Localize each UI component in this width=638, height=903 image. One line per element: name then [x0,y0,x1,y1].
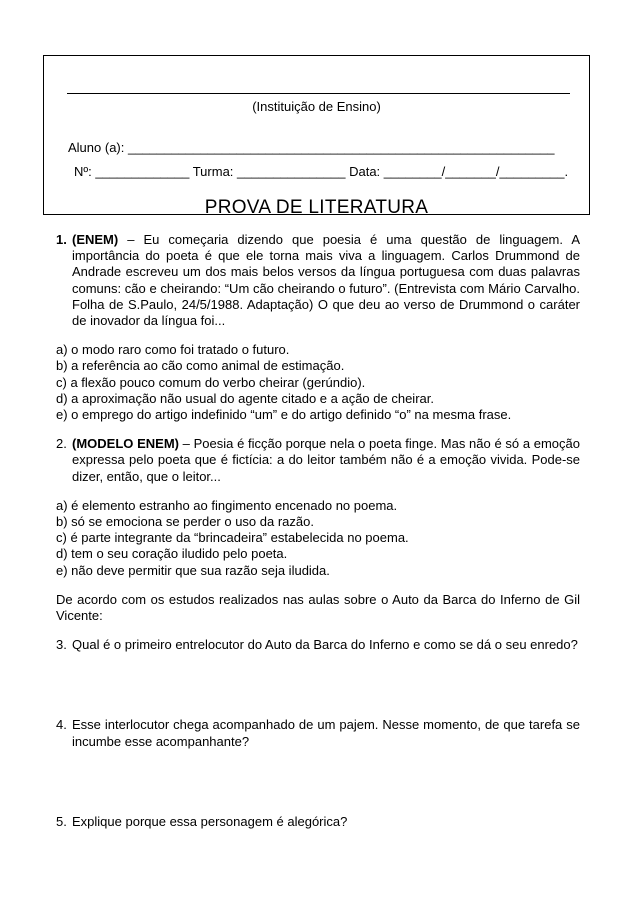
question-text: Explique porque essa personagem é alegórica? [72,813,348,829]
student-name-field: Aluno (a): ___________________________________________________________ [68,140,555,155]
intro-paragraph: De acordo com os estudos realizados nas aulas sobre o Auto da Barca do Inferno de Gil Vicente: [56,591,580,624]
page-title: PROVA DE LITERATURA [204,197,429,218]
question-4 [56,717,580,749]
question-number: 2. [56,436,67,452]
option-b: b) só se emociona se perder o uso da razão. [56,514,314,530]
question-1-options [56,342,580,423]
option-a: a) é elemento estranho ao fingimento encenado no poema. [56,497,398,513]
question-text: Esse interlocutor chega acompanhado de um pajem. Nesse momento, de que tarefa se incumbe esse acompanhante? [72,717,580,749]
institution-blank-line [67,93,570,94]
option-c: c) é parte integrante da “brincadeira” estabelecida no poema. [56,530,409,546]
option-c: c) a flexão pouco comum do verbo cheirar (gerúndio). [56,374,366,390]
option-e: e) não deve permitir que sua razão seja iludida. [56,562,330,578]
option-e: e) o emprego do artigo indefinido “um” e do artigo definido “o” na mesma frase. [56,407,512,423]
question-2 [56,436,580,485]
exam-content [57,232,580,830]
option-d: d) a aproximação não usual do agente citado e a ação de cheirar. [56,390,434,406]
question-body: – Poesia é ficção porque nela o poeta finge. Mas não é só a emoção expressa pelo poeta que é fictícia: a do leitor também não é a emoção vivida. Pode-se dizer, então, que o leitor... [72,436,581,484]
question-source-tag: (MODELO ENEM) [72,436,179,452]
question-2-options [56,498,580,579]
student-info-fields: Nº: _____________ Turma: _______________ Data: ________/_______/_________. [74,164,569,179]
question-5 [56,814,580,830]
question-3 [56,637,580,653]
question-text [72,232,580,329]
option-a: a) o modo raro como foi tratado o futuro. [56,342,290,358]
question-text [72,436,580,485]
question-number: 5. [56,813,67,829]
question-number: 1. [56,232,67,247]
option-b: b) a referência ao cão como animal de estimação. [56,358,345,374]
question-number: 4. [56,717,67,733]
question-number: 3. [56,637,67,653]
question-1 [56,232,580,329]
question-source-tag: (ENEM) [72,232,119,247]
option-d: d) tem o seu coração iludido pelo poeta. [56,546,288,562]
question-body: – Eu começaria dizendo que poesia é uma questão de linguagem. A importância do poeta é que ele torna mais viva a linguagem. Carlos Drummond de Andrade escreveu um dos mais belos versos da língua portuguesa com duas palavras comuns: cão e cheirando: “Um cão cheirando o futuro”. (Entrevista com Mário Carvalho. Folha de S.Paulo, 24/5/1988. Adaptação) O que deu ao verso de Drummond o caráter de inovador da língua foi... [72,232,580,329]
institution-label: (Instituição de Ensino) [252,99,381,114]
question-text: Qual é o primeiro entrelocutor do Auto da Barca do Inferno e como se dá o seu enredo? [72,637,578,653]
header-box [43,55,590,218]
